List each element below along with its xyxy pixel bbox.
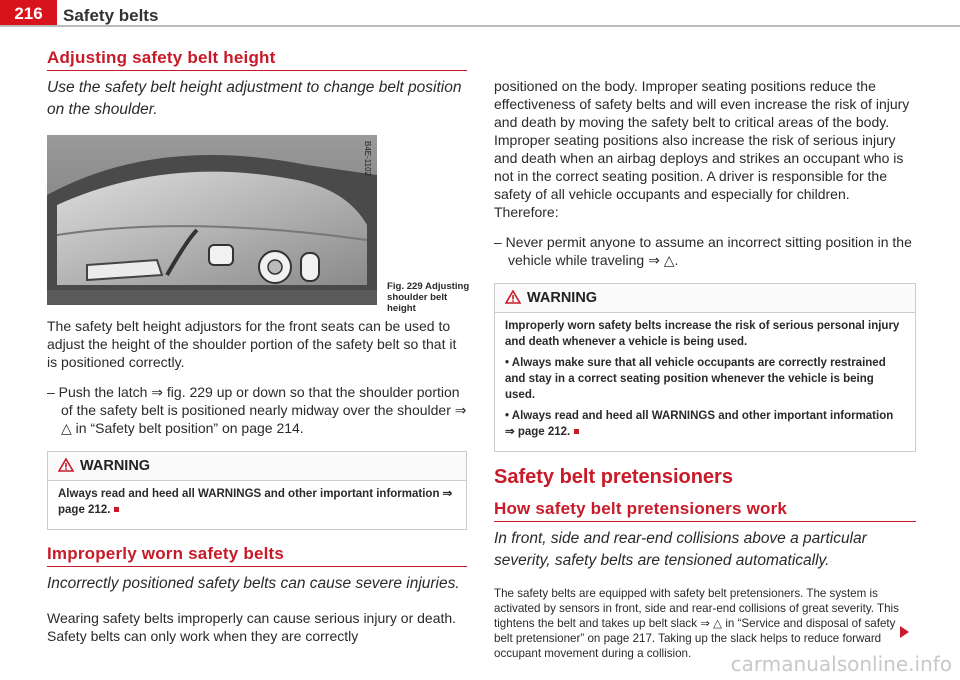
- warning-header: [495, 284, 915, 313]
- warning-box: [47, 451, 467, 530]
- warning-bullet: • Always read and heed all WARNINGS and other important information ⇒ page 212.: [505, 410, 894, 438]
- chapter-title: Safety belt pretensioners: [494, 466, 733, 488]
- end-marker-icon: [114, 507, 119, 512]
- section-lead: In front, side and rear-end collisions above a particular severity, safety belts are tensioned automatically.: [494, 530, 867, 569]
- warning-body: [48, 481, 466, 529]
- paragraph: The safety belts are equipped with safety belt pretensioners. The system is activated by sensors in front, side and rear-end collisions of great severity. This tightens the belt and takes up belt slack ⇒ △ in “Service and disposal of safety belt pretensioner” on page 217. Taking up the slack helps to reduce forward occupant movement during a collision.: [494, 587, 899, 660]
- seat-illustration: [47, 135, 377, 305]
- running-header-title: Safety belts: [63, 6, 159, 25]
- warning-header: [48, 452, 466, 481]
- warning-triangle-icon: [58, 458, 74, 472]
- paragraph: The safety belt height adjustors for the front seats can be used to adjust the height of the shoulder portion of the safety belt so that it is positioned correctly.: [47, 318, 457, 370]
- instruction-step: – Never permit anyone to assume an incorrect sitting position in the vehicle while traveling ⇒ △.: [494, 234, 912, 268]
- section-title-adjusting-height: Adjusting safety belt height: [47, 48, 276, 67]
- figure-229: [47, 135, 470, 314]
- section-rule: [47, 566, 467, 567]
- warning-line: Improperly worn safety belts increase the risk of serious personal injury and death whenever a vehicle is being used.: [505, 320, 900, 348]
- section-lead: Use the safety belt height adjustment to change belt position on the shoulder.: [47, 79, 462, 118]
- paragraph: Wearing safety belts improperly can cause serious injury or death. Safety belts can only work when they are correctly: [47, 610, 457, 644]
- warning-body: [495, 313, 915, 451]
- page-number-tab: 216: [0, 0, 57, 26]
- watermark: carmanualsonline.info: [730, 652, 952, 676]
- header-rule: [0, 25, 960, 27]
- warning-bullet: • Always make sure that all vehicle occupants are correctly restrained and stay in a correct seating position whenever the vehicle is being used.: [505, 357, 886, 401]
- warning-text: Always read and heed all WARNINGS and other important information ⇒ page 212.: [58, 488, 453, 516]
- section-rule: [494, 521, 916, 522]
- end-marker-icon: [574, 429, 579, 434]
- warning-triangle-icon: [505, 290, 521, 304]
- right-column: [494, 77, 916, 661]
- section-rule: [47, 70, 467, 71]
- section-lead: Incorrectly positioned safety belts can cause severe injuries.: [47, 575, 460, 592]
- figure-caption: Fig. 229 Adjusting shoulder belt height: [387, 281, 470, 314]
- warning-box: [494, 283, 916, 452]
- continue-arrow-icon: [900, 626, 909, 638]
- figure-code: B4E-1102: [363, 141, 372, 176]
- instruction-step: – Push the latch ⇒ fig. 229 up or down so that the shoulder portion of the safety belt is positioned nearly midway over the shoulder ⇒ △ in “Safety belt position” on page 214.: [47, 384, 467, 436]
- section-title-improperly-worn: Improperly worn safety belts: [47, 544, 285, 563]
- warning-title: WARNING: [527, 290, 598, 306]
- warning-title: WARNING: [80, 458, 151, 474]
- paragraph: positioned on the body. Improper seating positions reduce the effectiveness of safety belts and will even increase the risk of injury and death by moving the safety belt to critical areas of the body. Improper seating positions also increase the risk of serious injury and death when an airbag deploys and strikes an occupant who is not in the correct seating position. A driver is responsible for the safety of all vehicle occupants and especially for children. Therefore:: [494, 78, 910, 220]
- section-title-pretensioners: How safety belt pretensioners work: [494, 499, 788, 518]
- left-column: [47, 48, 470, 657]
